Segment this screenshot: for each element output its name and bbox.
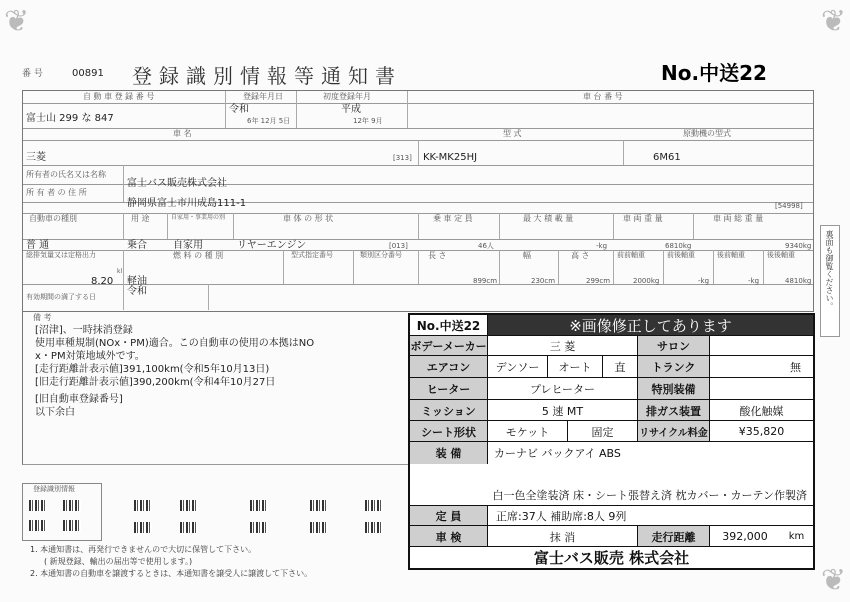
salon-value (710, 336, 813, 356)
code-pattern-icon (134, 500, 152, 511)
length-value: 899cm (473, 277, 498, 285)
expiry-era: 令和 (127, 286, 147, 297)
footer-note: 1. 本通知書は、再発行できませんので大切に保管して下さい。 (30, 545, 257, 554)
inspect-value: 抹 消 (488, 526, 638, 547)
load-label: 最 大 積 載 量 (523, 214, 574, 223)
type-designation-label: 型式指定番号 (291, 251, 333, 259)
reg-number: 富士山 299 な 847 (26, 113, 114, 124)
body-maker-value: 三 菱 (488, 336, 638, 356)
seat-type: 固定 (568, 421, 638, 442)
rr-axle-value: 4810kg (785, 277, 812, 285)
code-pattern-icon (310, 522, 328, 533)
trunk-label: トランク (638, 356, 710, 378)
sales-info-box (408, 313, 815, 570)
weight-value: 6810kg (665, 242, 692, 250)
bango-value: 00891 (72, 68, 104, 79)
weight-label: 車 両 重 量 (623, 214, 663, 223)
equip-label: 装 備 (410, 442, 488, 464)
stamp-number: No.中送22 (661, 61, 767, 85)
maker-code: [313] (393, 154, 412, 162)
width-value: 230cm (531, 277, 556, 285)
fr-axle-label: 前後軸重 (667, 251, 695, 259)
recycle-value: ¥35,820 (738, 425, 785, 438)
engine-label: 原動機の型式 (683, 129, 731, 138)
body-maker-label: ボデーメーカー (410, 336, 488, 356)
side-note (820, 225, 840, 337)
use-label: 用 途 (131, 214, 150, 223)
shape-value: リヤーエンジン (237, 240, 307, 251)
fr-axle-value: -kg (698, 277, 710, 285)
corner-ornament-icon: ❦ (820, 4, 846, 39)
note-line: [旧自動車登録番号] (35, 394, 123, 405)
capacity-label: 乗 車 定 員 (433, 214, 473, 223)
mission-label: ミッション (410, 400, 488, 421)
code-pattern-icon (180, 522, 198, 533)
gross-value: 9340kg (785, 242, 812, 250)
footer-note: ( 新規登録、輸出の届出等で使用します。) (44, 557, 193, 566)
address-label: 所 有 者 の 住 所 (26, 188, 87, 197)
private-value: 自家用 (173, 240, 203, 251)
code-pattern-icon (250, 522, 268, 533)
exhaust-value: 酸化触媒 (739, 404, 784, 418)
bango-label: 番 号 (22, 69, 43, 79)
code-pattern-icon (29, 500, 47, 511)
ff-axle-value: 2000kg (633, 277, 660, 285)
displacement-unit: kl (117, 268, 123, 275)
category-label: 類別区分番号 (360, 251, 402, 259)
reg-date: 6年 12月 5日 (247, 117, 291, 125)
kind-value: 普 通 (26, 240, 50, 251)
height-label: 高 さ (571, 251, 590, 260)
maker-value: 三菱 (26, 152, 46, 163)
heater-value: プレヒーター (488, 378, 638, 400)
address-code: [54998] (775, 202, 803, 210)
mileage-unit: km (788, 531, 805, 542)
displacement-label: 総排気量又は定格出力 (26, 251, 96, 259)
seat-label: シート形状 (410, 421, 488, 442)
rr-axle-label: 後後軸重 (767, 251, 795, 259)
code-pattern-icon (63, 500, 81, 511)
width-label: 幅 (523, 251, 531, 260)
note-line: [旧走行距離計表示値]390,200km(令和4年10月27日 (35, 377, 276, 388)
overlay-stamp: No.中送22 (410, 315, 488, 335)
model-value: KK-MK25HJ (423, 152, 478, 163)
footer-note: 2. 本通知書の自動車を譲渡するときは、本通知書を譲受人に譲渡して下さい。 (30, 569, 313, 578)
shape-label: 車 体 の 形 状 (283, 214, 334, 223)
capacity-value: 46人 (478, 242, 494, 250)
note-line: 使用車種規制(NOx・PM)適合。この自動車の使用の本拠はNO (35, 338, 315, 349)
length-label: 長 さ (428, 251, 447, 260)
overlay-headline: ※画像修正してあります (488, 315, 813, 335)
first-era: 平成 (341, 104, 361, 115)
first-reg-label: 初度登録年月 (323, 92, 371, 101)
code-pattern-icon (250, 500, 268, 511)
trunk-value: 無 (790, 361, 801, 374)
chassis-label: 車 台 番 号 (583, 92, 623, 101)
height-value: 299cm (586, 277, 611, 285)
notes-label: 備 考 (33, 313, 52, 322)
model-label: 型 式 (503, 129, 522, 138)
code-pattern-icon (134, 522, 152, 533)
aircon-label: エアコン (410, 356, 488, 378)
ff-axle-label: 前前軸重 (617, 251, 645, 259)
engine-value: 6M61 (653, 152, 681, 163)
heater-label: ヒーター (410, 378, 488, 400)
owner-value: 富士バス販売株式会社 (127, 178, 227, 189)
code-pattern-icon (63, 520, 81, 531)
capacity-value: 正席:37人 補助席:8人 9列 (496, 510, 627, 523)
id-info-box (22, 483, 102, 541)
aircon-type: 直 (603, 356, 638, 378)
corner-ornament-icon: ❦ (4, 4, 30, 39)
salon-label: サロン (638, 336, 710, 356)
exhaust-label: 排ガス装置 (638, 400, 710, 421)
fuel-label: 燃 料 の 種 別 (173, 251, 224, 260)
reg-era: 令和 (229, 104, 249, 115)
inspect-label: 車 検 (410, 526, 488, 547)
id-info-label: 登録識別情報 (33, 485, 75, 493)
notes-section (22, 312, 409, 465)
kind-label: 自動車の種別 (29, 214, 77, 223)
equip-value: カーナビ バックアイ ABS (494, 447, 621, 460)
note-line: x・PM対策地域外です。 (35, 351, 145, 362)
name-label: 車 名 (173, 129, 192, 138)
aircon-maker: デンソー (488, 356, 548, 378)
document-title: 登録識別情報等通知書 (132, 64, 402, 88)
dealer-name: 富士バス販売 株式会社 (533, 548, 690, 567)
use-value: 乗合 (127, 240, 147, 251)
code-pattern-icon (310, 500, 328, 511)
side-note-text: 裏面も御覧ください。 (825, 230, 834, 310)
capacity-label: 定 員 (410, 506, 488, 526)
registration-table (22, 90, 814, 312)
equip-extra: 白一色全塗装済 床・シート張替え済 枕カバー・カーテン作製済 (492, 489, 807, 502)
mission-value: 5 速 MT (488, 400, 638, 421)
load-value: -kg (596, 242, 608, 250)
rf-axle-label: 後前軸重 (717, 251, 745, 259)
fuel-value: 軽油 (127, 276, 147, 287)
code-pattern-icon (365, 500, 383, 511)
owner-label: 所有者の氏名又は名称 (26, 170, 106, 179)
reg-no-label: 自 動 車 登 録 番 号 (83, 92, 155, 101)
seat-material: モケット (488, 421, 568, 442)
code-pattern-icon (29, 520, 47, 531)
special-value (710, 378, 813, 400)
gross-label: 車 両 総 重 量 (713, 214, 764, 223)
rf-axle-value: -kg (748, 277, 760, 285)
aircon-mode: オート (548, 356, 603, 378)
expiry-label: 有効期間の満了する日 (26, 293, 96, 301)
code-pattern-icon (180, 500, 198, 511)
corner-ornament-icon: ❦ (820, 563, 846, 598)
note-line: [走行距離計表示値]391,100km(令和5年10月13日) (35, 364, 270, 375)
note-line: [沼津]、一時抹消登録 (35, 325, 133, 336)
note-line: 以下余白 (35, 407, 75, 418)
mileage-label: 走行距離 (638, 526, 710, 547)
reg-date-label: 登録年月日 (243, 92, 283, 101)
special-label: 特別装備 (638, 378, 710, 400)
shape-code: [013] (389, 242, 408, 250)
displacement-value: 8.20 (91, 276, 114, 287)
mileage-value: 392,000 (722, 530, 768, 543)
first-date: 12年 9月 (353, 117, 383, 125)
recycle-label: リサイクル料金 (638, 421, 710, 442)
address-value: 静岡県富士市川成島111-1 (127, 198, 247, 209)
private-label: 自家用・事業用の別 (171, 214, 226, 221)
code-pattern-icon (365, 522, 383, 533)
